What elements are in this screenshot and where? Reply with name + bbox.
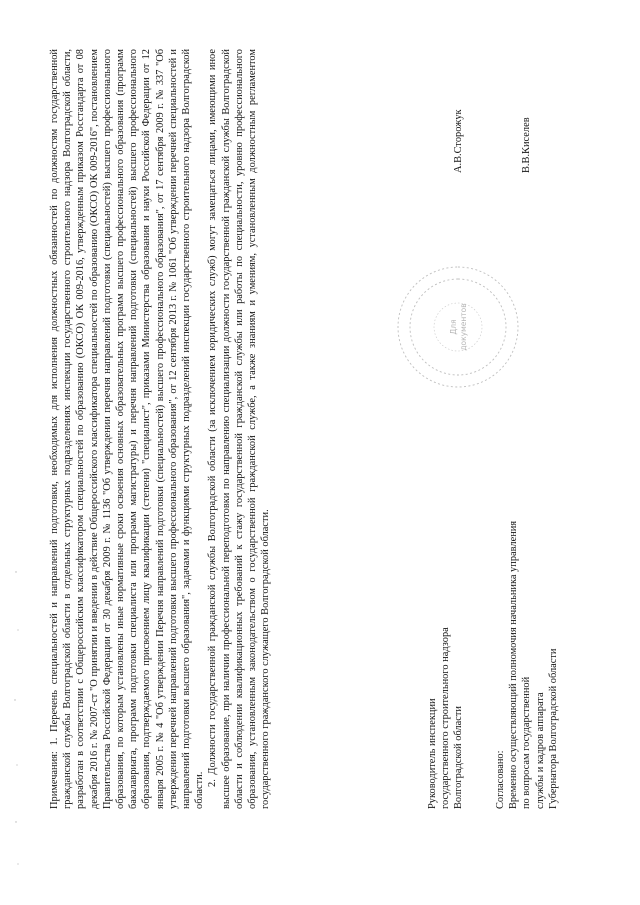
scan-noise-icon <box>12 560 22 880</box>
agreed-position-line: Временно осуществляющий полномочия начальника управления <box>508 520 520 809</box>
head-position-line: Волгоградской области <box>453 706 465 809</box>
agreed-signatory-name: В.В.Киселев <box>521 117 532 173</box>
head-signatory-name: А.В.Сторожук <box>453 109 464 173</box>
note-paragraph-2: 2. Должности государственной гражданской службы Волгоградской области (за исключением юридических служб) могут замещаться лицами, имеющими иное высшее образование, при наличии профессиональной переподготовки по направлению специализации должности государственной гражданской службы Волгоградской области и соблюдении квалификационных требований к стажу государственной гражданской службы или работы по специальности, уровню профессионального образования, установленным законодательством о государственной гражданской службе, а также знаниям и умениям, установленным должностным регламентом государственного гражданского служащего Волгоградской области. <box>207 49 272 809</box>
note-paragraph-1: Примечания: 1. Перечень специальностей и направлений подготовки, необходимых для исполнения должностных обязанностей по должностям государственной гражданской службы Волгоградской области в отдельных структурных подразделениях инспекции государственного строительного надзора Волгоградской области, разработан в соответствии с Общероссийским классификатором специальностей по образованию (ОКСО) ОК 009-2016, утвержденным приказом Росстандарта от 08 декабря 2016 г. № 2007-ст "О принятии и введении в действие Общероссийского классификатора специальностей по образованию (ОКСО) ОК 009-2016", постановлением Правительства Российской Федерации от 30 декабря 2009 г. № 1136 "Об утверждении перечня направлений подготовки (специальностей) высшего профессионального образования, по которым установлены иные нормативные сроки освоения основных образовательных программ высшего профессионального образования (программ бакалавриата, программ подготовки специалиста или программ магистратуры) и перечня направлений подготовки (специальностей) высшего профессионального образования, подтверждаемого присвоением лицу квалификации (степени) "специалист", приказами Министерства образования и науки Российской Федерации от 12 января 2005 г. № 4 "Об утверждении Перечня направлений подготовки (специальностей) высшего профессионального образования", от 17 сентября 2009 г. № 337 "Об утверждении перечней направлений подготовки высшего профессионального образования", от 12 сентября 2013 г. № 1061 "Об утверждении перечней специальностей и направлений подготовки высшего образования", задачами и функциями структурных подразделений инспекции государственного строительного надзора Волгоградской области. <box>49 49 206 809</box>
notes-section <box>48 49 272 809</box>
agreed-position-line: Губернатора Волгоградской области <box>547 648 559 809</box>
agreed-position <box>494 339 560 809</box>
head-signature-block <box>426 49 472 809</box>
stamp-text-line-1: Для <box>449 319 458 335</box>
head-position <box>426 339 466 809</box>
agreed-label: Согласовано: <box>495 750 506 809</box>
head-position-line: государственного строительного надзора <box>440 627 452 809</box>
head-position-line: Руководитель инспекции <box>427 698 438 809</box>
agreed-position-line: по вопросам государственной <box>521 676 533 809</box>
agreed-position-line: службы и кадров аппарата <box>534 692 546 809</box>
agreed-signature-block <box>494 49 586 809</box>
stamp-text-line-2: документов <box>459 303 468 351</box>
